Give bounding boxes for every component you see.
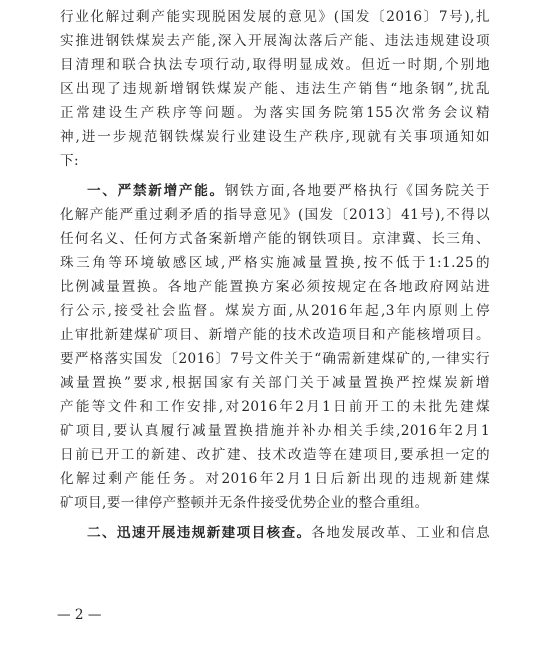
text-line: 正常建设生产秩序等问题。为落实国务院第155次常务会议精 <box>60 105 490 121</box>
text-line: 目清理和联合执法专项行动,取得明显成效。但近一时期,个别地 <box>60 57 490 73</box>
text-line: 化解过剩产能任务。对2016年2月1日后新出现的违规新建煤 <box>60 471 490 487</box>
text-line: 任何名义、任何方式备案新增产能的钢铁项目。京津冀、长三角、 <box>60 231 490 247</box>
section-2-first-line <box>87 523 490 543</box>
text-line: 矿项目,要认真履行减量置换措施并补办相关手续,2016年2月1 <box>60 423 490 439</box>
section-1-first-line <box>87 181 490 201</box>
text-line: 化解产能严重过剩矛盾的指导意见》(国发〔2013〕41号),不得以 <box>60 207 490 223</box>
section-2-first-line-text: 各地发展改革、工业和信息 <box>311 525 490 541</box>
section-1-heading: 一、严禁新增产能。 <box>87 183 225 199</box>
page-number: — 2 — <box>57 607 102 623</box>
text-line: 减量置换”要求,根据国家有关部门关于减量置换严控煤炭新增 <box>60 375 490 391</box>
text-line: 矿项目,要一律停产整顿并无条件接受优势企业的整合重组。 <box>60 495 429 511</box>
text-line: 日前已开工的新建、改扩建、技术改造等在建项目,要承担一定的 <box>60 447 490 463</box>
text-line: 产能等文件和工作安排,对2016年2月1日前开工的未批先建煤 <box>60 399 490 415</box>
section-2-heading: 二、迅速开展违规新建项目核查。 <box>87 525 312 541</box>
text-line: 神,进一步规范钢铁煤炭行业建设生产秩序,现就有关事项通知如 <box>60 129 490 145</box>
text-line: 实推进钢铁煤炭去产能,深入开展淘汰落后产能、违法违规建设项 <box>60 33 490 49</box>
section-1-first-line-text: 钢铁方面,各地要严格执行《国务院关于 <box>224 183 490 199</box>
text-line: 止审批新建煤矿项目、新增产能的技术改造项目和产能核增项目。 <box>60 327 490 343</box>
text-line: 区出现了违规新增钢铁煤炭产能、违法生产销售“地条钢”,扰乱 <box>60 81 490 97</box>
text-line: 行业化解过剩产能实现脱困发展的意见》(国发〔2016〕7号),扎 <box>60 9 490 25</box>
text-line: 珠三角等环境敏感区域,严格实施减量置换,按不低于1:1.25的 <box>60 255 490 271</box>
text-line: 下: <box>60 153 79 169</box>
text-line: 要严格落实国发〔2016〕7号文件关于“确需新建煤矿的,一律实行 <box>60 351 490 367</box>
text-line: 行公示,接受社会监督。煤炭方面,从2016年起,3年内原则上停 <box>60 303 490 319</box>
text-line: 比例减量置换。各地产能置换方案必须按规定在各地政府网站进 <box>60 279 490 295</box>
